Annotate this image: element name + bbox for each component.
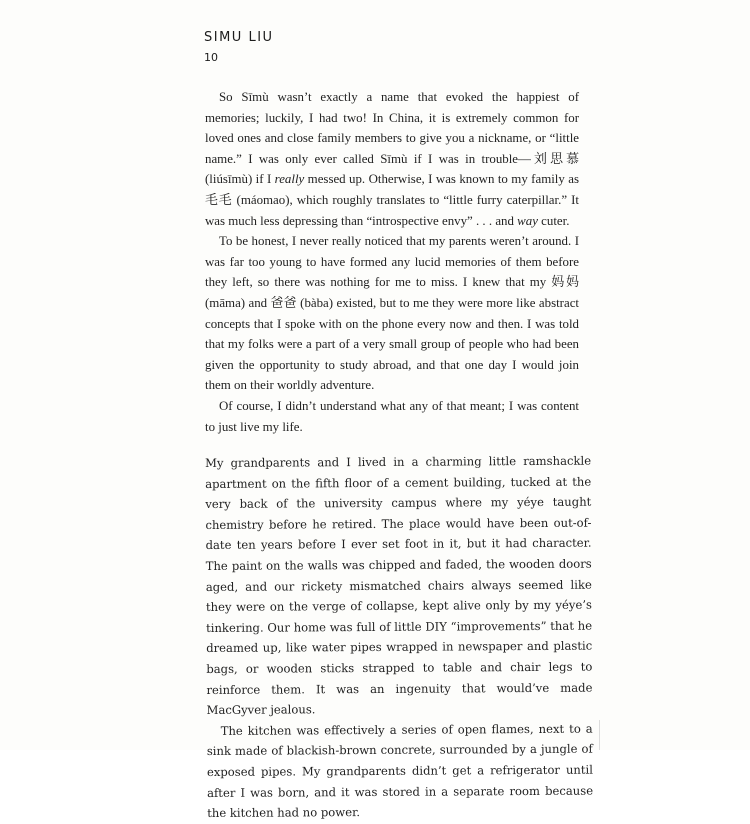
emphasis-text: really: [274, 172, 305, 187]
running-head: SIMU LIU: [204, 30, 274, 45]
paragraph: [205, 87, 579, 231]
paragraph: My grandparents and I lived in a charming little ramshackle apartment on the fifth floor of a cement building, tucked at the very back of the university campus where my yéye taught chemistry before he retired. The place would have been out-of-date ten years before I ever set foot in it, but it had character. The paint on the walls was chipped and faded, the wooden doors aged, and our rickety mismatched chairs always seemed like they were on the verge of collapse, kept alive only by my yéye’s tinkering. Our home was full of little DIY “improvements” that he dreamed up, like water pipes wrapped in newspaper and plastic bags, or wooden sticks strapped to table and chair legs to reinforce them. It was an ingenuity that would’ve made MacGyver jealous.: [205, 453, 593, 718]
paragraph-text: So Sīmù wasn’t exactly a name that evoked the happiest of memories; luckily, I had two! In China, it is extremely common for loved ones and close family members to give you a nickname, or “little name.” I was only ever called Sīmù if I was in trouble—刘思慕 (liúsīmù) if I: [205, 90, 579, 187]
paragraph: The kitchen was effectively a series of open flames, next to a sink made of blackish-brown concrete, surrounded by a jungle of exposed pipes. My grandparents didn’t get a refrigerator until after I was born, and it was stored in a separate room because the kitchen had no power.: [206, 721, 594, 821]
paragraph-text: messed up. Otherwise, I was known to my family as 毛毛 (máomao), which roughly translates to “little furry caterpillar.” It was much less depressing than “introspective envy” . . . and: [205, 172, 579, 228]
section-2-text: [205, 451, 593, 824]
paragraph: To be honest, I never really noticed that my parents weren’t around. I was far too young to have formed any lucid memories of them before they left, so there was nothing for me to miss. I knew that my 妈妈 (māma) and 爸爸 (bàba) existed, but to me they were more like abstract concepts that I spoke with on the phone every now and then. I was told that my folks were a part of a very small group of people who had been given the opportunity to study abroad, and that one day I would join them on their worldly adventure.: [205, 234, 579, 393]
page-edge-line: [599, 720, 600, 750]
paragraph-text: cuter.: [537, 213, 570, 228]
section-1-text: [205, 87, 579, 437]
page-number: 10: [204, 51, 218, 64]
emphasis-text: way: [517, 213, 538, 228]
paragraph: Of course, I didn’t understand what any of that meant; I was content to just live my life.: [205, 398, 579, 434]
